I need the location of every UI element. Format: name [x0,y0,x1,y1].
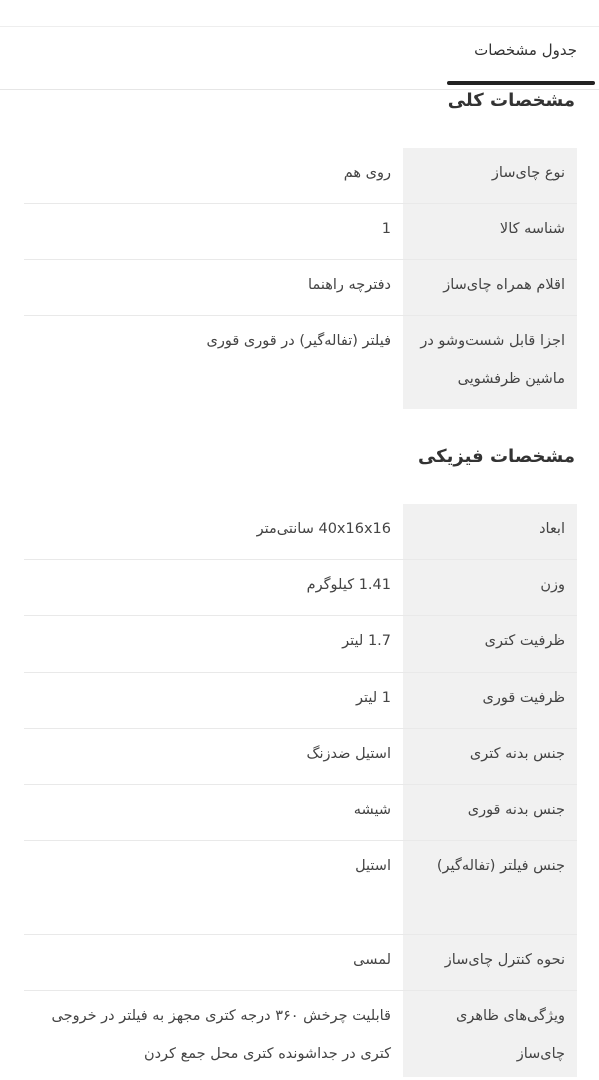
spec-key: ظرفیت قوری [403,673,577,728]
spec-value: 1 لیتر [355,690,391,706]
spec-key: جنس فیلتر (تفاله‌گیر) [403,841,577,934]
spec-key: اقلام همراه چای‌ساز [403,260,577,315]
spec-row [24,935,577,991]
spec-value: روی هم [343,165,391,181]
spec-value: قابلیت چرخش ۳۶۰ درجه کتری مجهز به فیلتر در خروجی کتری در جداشونده کتری محل جمع کردن [51,1008,391,1062]
spec-table-physical [24,504,577,1077]
spec-key: ابعاد [403,504,577,559]
spec-row [24,148,577,204]
spec-value: دفترچه راهنما [308,277,391,293]
spec-row [24,991,577,1077]
spec-key: شناسه کالا [403,204,577,259]
spec-key: جنس بدنه کتری [403,729,577,784]
spec-key: نوع چای‌ساز [403,148,577,203]
spec-row [24,673,577,729]
spec-value: 1.41 کیلوگرم [306,577,391,593]
spec-row [24,316,577,409]
spec-value: فیلتر (تفاله‌گیر) در قوری قوری [206,333,391,349]
section-title-general: مشخصات کلی [447,90,575,111]
spec-value: 40x16x16 سانتی‌متر [256,521,391,537]
spec-value: لمسی [353,952,391,968]
spec-row [24,785,577,841]
spec-key: ظرفیت کتری [403,616,577,672]
spec-table-general [24,148,577,409]
tab-specifications[interactable]: جدول مشخصات [474,41,577,59]
spec-row [24,616,577,673]
spec-row [24,260,577,316]
section-title-physical: مشخصات فیزیکی [417,446,575,467]
spec-value: 1 [381,221,391,237]
spec-value: استیل ضدزنگ [306,746,391,762]
spec-value: شیشه [353,802,391,818]
spec-row [24,204,577,260]
spec-key: ویژگی‌های ظاهری چای‌ساز [403,991,577,1077]
spec-key: وزن [403,560,577,615]
spec-row [24,560,577,616]
spec-key: اجزا قابل شست‌وشو در ماشین ظرفشویی [403,316,577,409]
active-tab-indicator [447,81,595,85]
spec-row [24,504,577,560]
tab-bar [0,27,599,90]
spec-row [24,729,577,785]
spec-value: استیل [355,858,391,874]
spec-value: 1.7 لیتر [342,633,391,649]
spec-key: جنس بدنه قوری [403,785,577,840]
spec-key: نحوه کنترل چای‌ساز [403,935,577,990]
spec-row [24,841,577,935]
